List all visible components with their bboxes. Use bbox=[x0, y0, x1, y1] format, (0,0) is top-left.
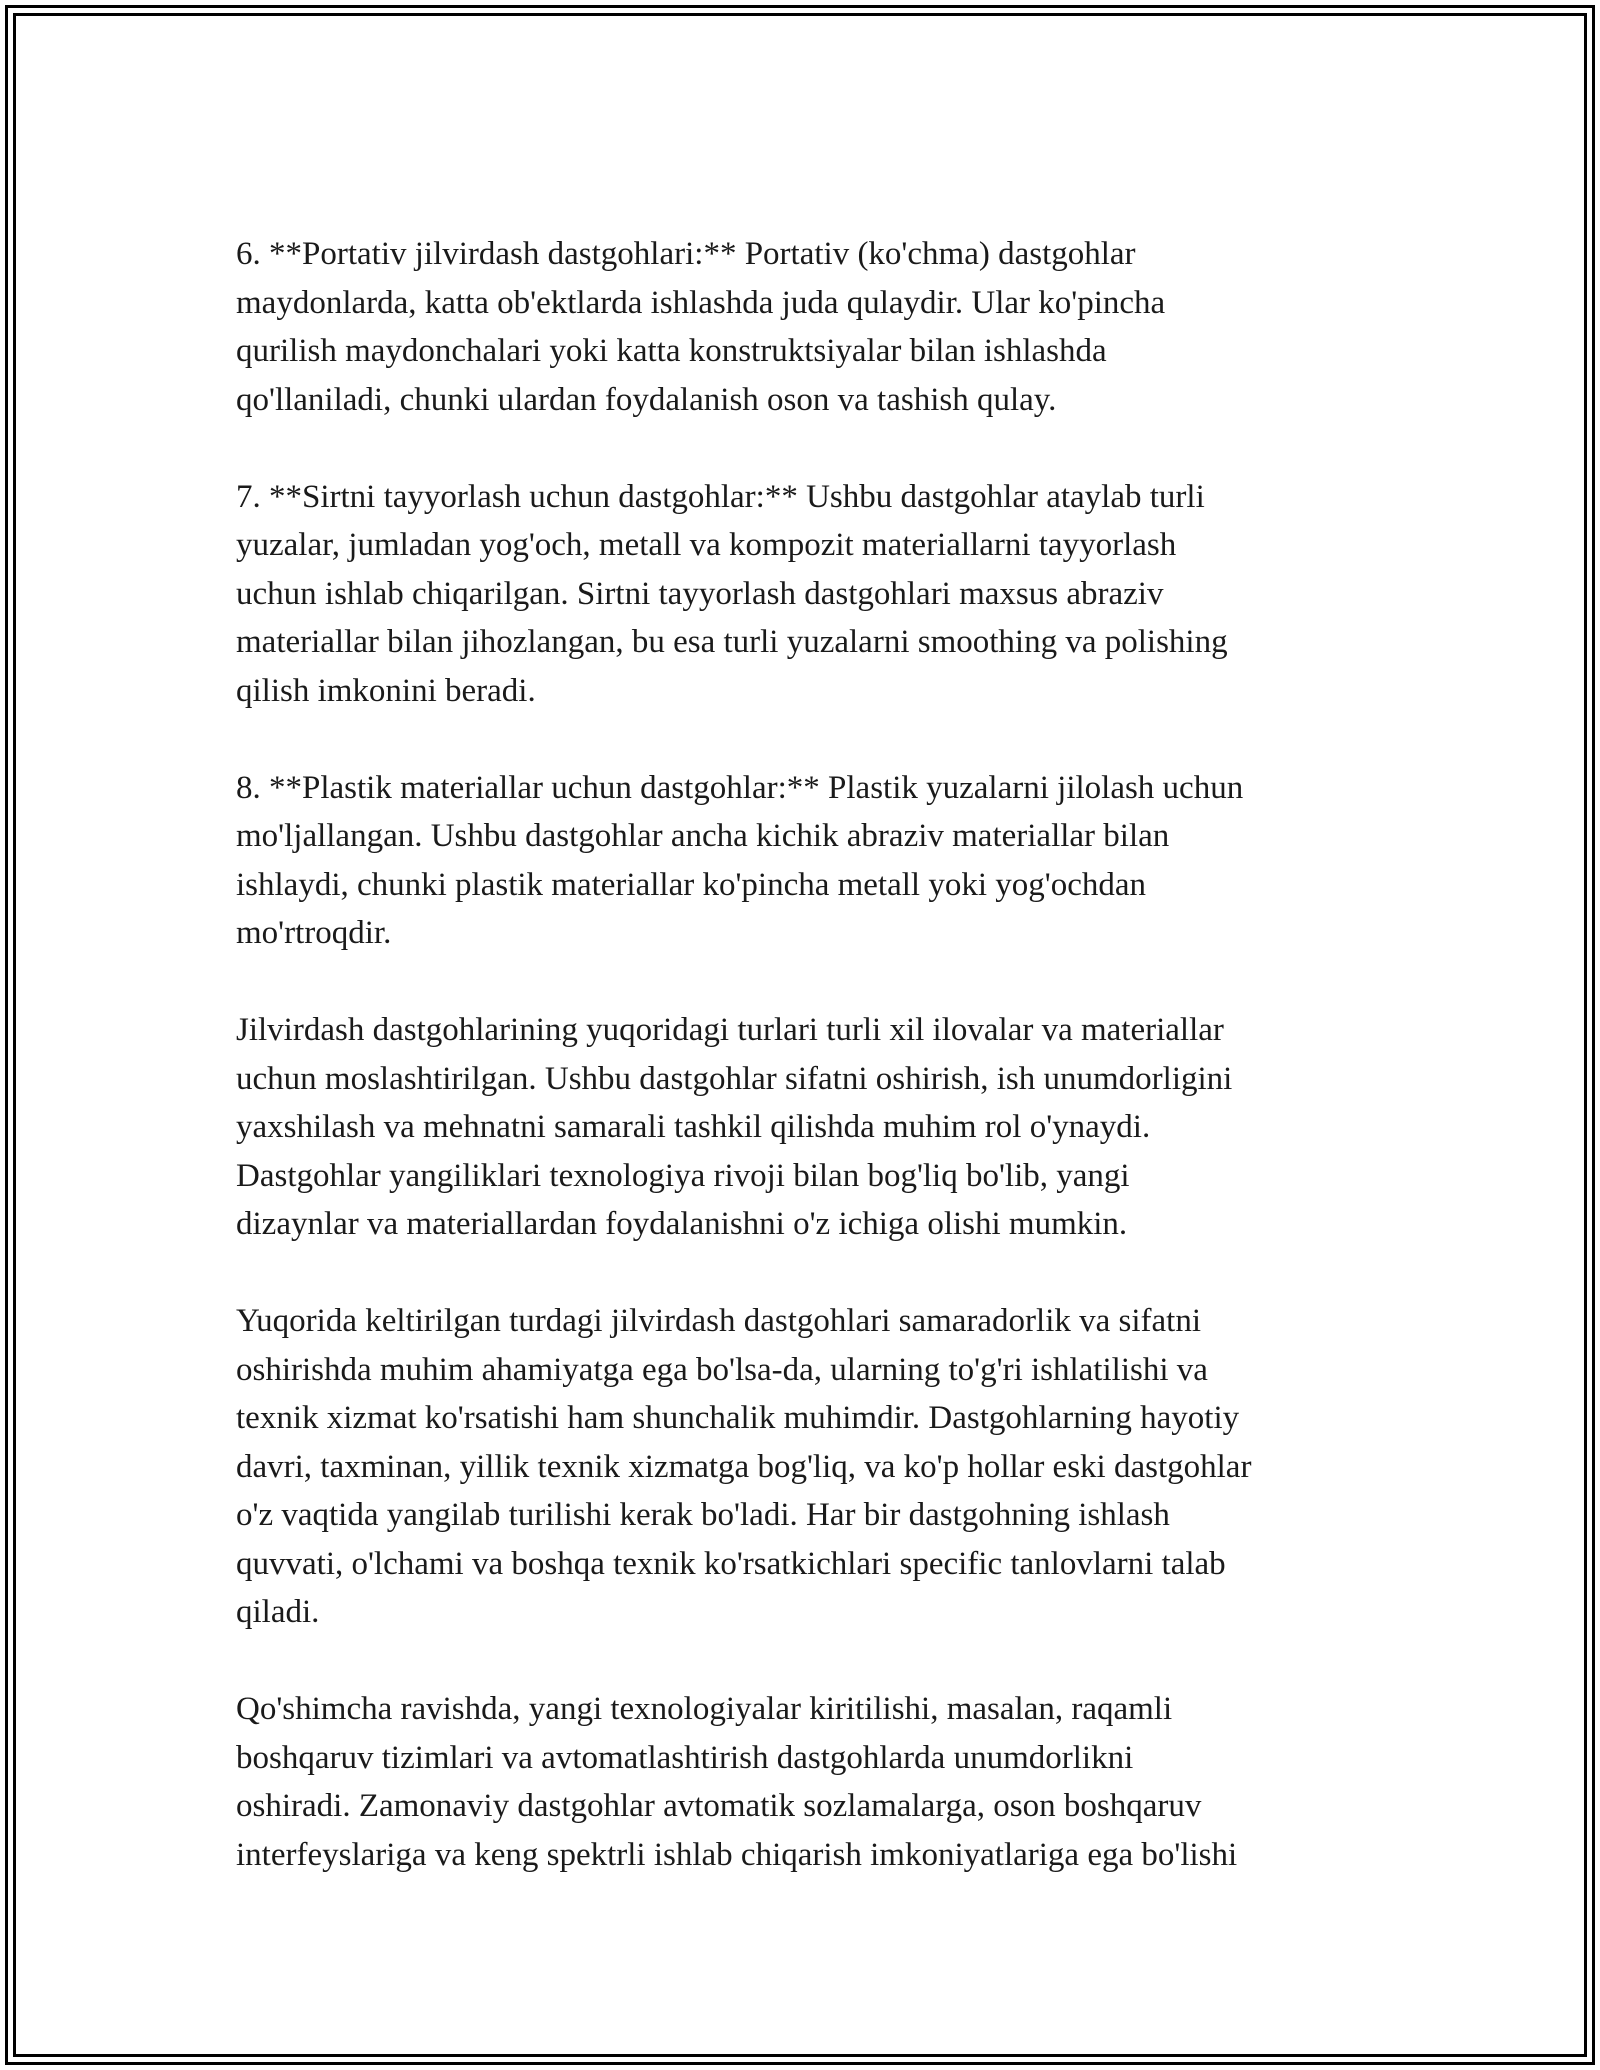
paragraph-plastic-materials: 8. **Plastik materiallar uchun dastgohlar:** Plastik yuzalarni jilolash uchun mo'ljallangan. Ushbu dastgohlar ancha kichik abraziv materiallar bilan ishlaydi, chunki plastik materiallar ko'pincha metall yoki yog'ochdan mo'rtroqdir. bbox=[236, 769, 1244, 951]
paragraph-new-technologies: Qo'shimcha ravishda, yangi texnologiyalar kiritilishi, masalan, raqamli boshqaruv tizimlari va avtomatlashtirish dastgohlarda unumdorlikni oshiradi. Zamonaviy dastgohlar avtomatik sozlamalarga, oson boshqaruv interfeyslariga va keng spektrli ishlab chiqarish imkoniyatlariga ega bo'lishi bbox=[236, 1691, 1238, 1873]
paragraph-maintenance: Yuqorida keltirilgan turdagi jilvirdash dastgohlari samaradorlik va sifatni oshirishda muhim ahamiyatga ega bo'lsa-da, ularning to'g'ri ishlatilishi va texnik xizmat ko'rsatishi ham shunchalik muhimdir. Dastgohlarning hayotiy davri, taxminan, yillik texnik xizmatga bog'liq, va ko'p hollar eski dastgohlar o'z vaqtida yangilab turilishi kerak bo'ladi. Har bir dastgohning ishlash quvvati, o'lchami va boshqa texnik ko'rsatkichlari specific tanlovlarni talab qiladi. bbox=[236, 1303, 1252, 1630]
paragraph-portable-grinders: 6. **Portativ jilvirdash dastgohlari:** Portativ (ko'chma) dastgohlar maydonlarda, katta ob'ektlarda ishlashda juda qulaydir. Ular ko'pincha qurilish maydonchalari yoki katta konstruktsiyalar bilan ishlashda qo'llaniladi, chunki ulardan foydalanish oson va tashish qulay. bbox=[236, 236, 1166, 418]
paragraph-surface-preparation: 7. **Sirtni tayyorlash uchun dastgohlar:** Ushbu dastgohlar ataylab turli yuzalar, jumladan yog'och, metall va kompozit materiallarni tayyorlash uchun ishlab chiqarilgan. Sirtni tayyorlash dastgohlari maxsus abraziv materiallar bilan jihozlangan, bu esa turli yuzalarni smoothing va polishing qilish imkonini beradi. bbox=[236, 478, 1228, 709]
document-body bbox=[236, 230, 1386, 1879]
paragraph-grinder-types-summary: Jilvirdash dastgohlarining yuqoridagi turlari turli xil ilovalar va materiallar uchun moslashtirilgan. Ushbu dastgohlar sifatni oshirish, ish unumdorligini yaxshilash va mehnatni samarali tashkil qilishda muhim rol o'ynaydi. Dastgohlar yangiliklari texnologiya rivoji bilan bog'liq bo'lib, yangi dizaynlar va materiallardan foydalanishni o'z ichiga olishi mumkin. bbox=[236, 1012, 1233, 1242]
